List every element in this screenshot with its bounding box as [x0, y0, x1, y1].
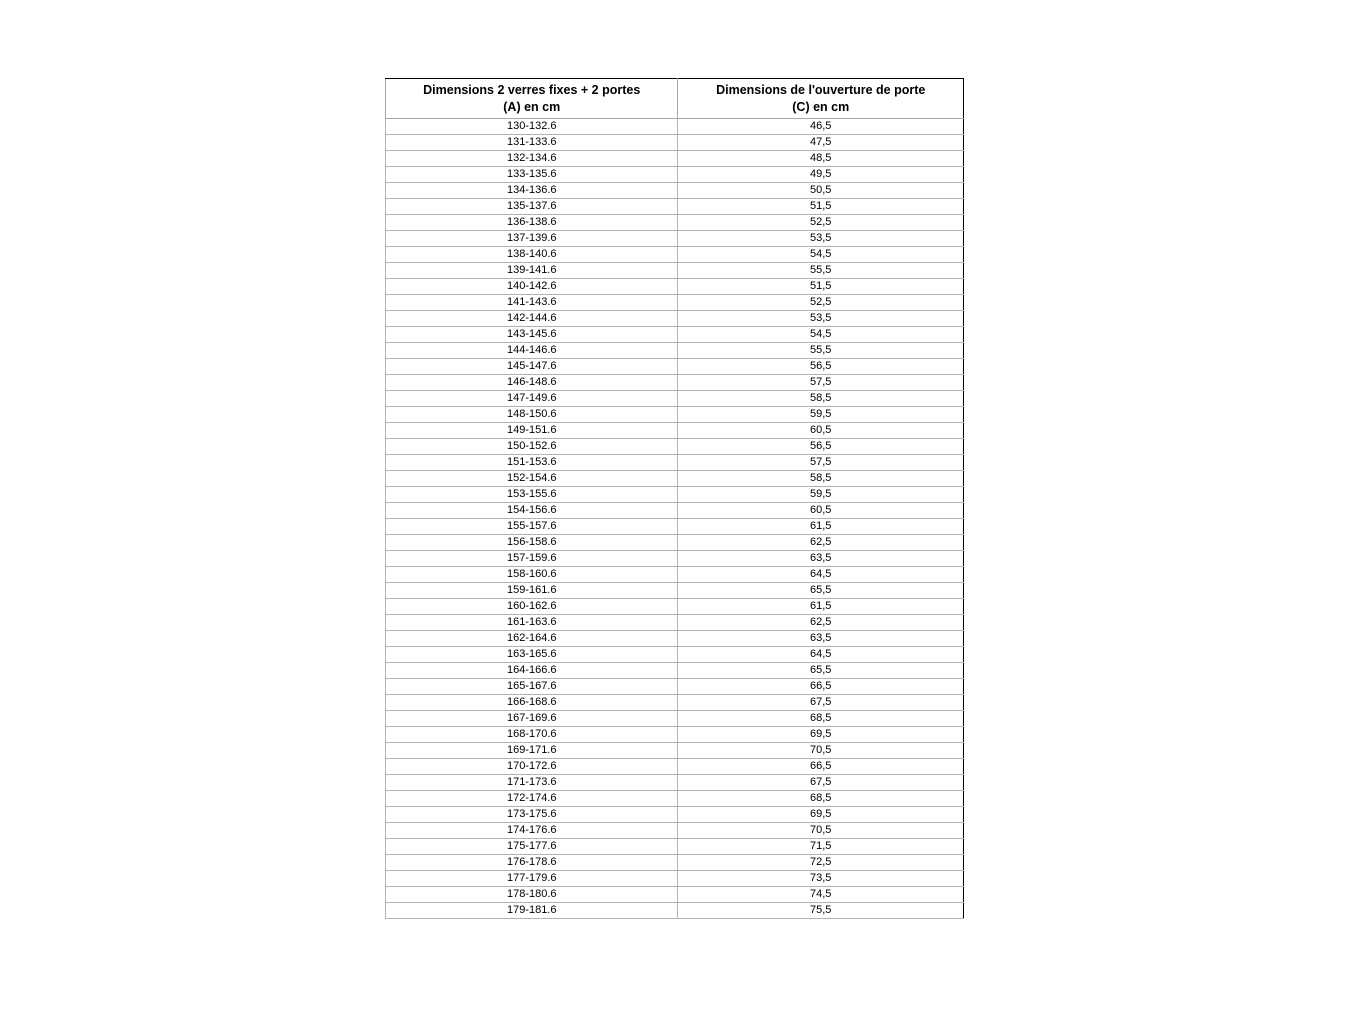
- table-cell: 49,5: [678, 167, 964, 183]
- table-cell: 147-149.6: [386, 391, 678, 407]
- header-row: [386, 79, 964, 119]
- table-cell: 153-155.6: [386, 487, 678, 503]
- table-row: [386, 119, 964, 135]
- table-cell: 154-156.6: [386, 503, 678, 519]
- table-cell: 74,5: [678, 887, 964, 903]
- table-row: [386, 295, 964, 311]
- table-row: [386, 167, 964, 183]
- table-row: [386, 839, 964, 855]
- table-cell: 150-152.6: [386, 439, 678, 455]
- table-cell: 172-174.6: [386, 791, 678, 807]
- table-cell: 134-136.6: [386, 183, 678, 199]
- table-cell: 168-170.6: [386, 727, 678, 743]
- table-cell: 72,5: [678, 855, 964, 871]
- table-cell: 178-180.6: [386, 887, 678, 903]
- table-row: [386, 871, 964, 887]
- table-cell: 140-142.6: [386, 279, 678, 295]
- table-row: [386, 535, 964, 551]
- table-row: [386, 647, 964, 663]
- table-cell: 60,5: [678, 423, 964, 439]
- table-cell: 131-133.6: [386, 135, 678, 151]
- table-cell: 56,5: [678, 359, 964, 375]
- dimensions-table: [385, 78, 964, 919]
- table-row: [386, 391, 964, 407]
- table-cell: 53,5: [678, 231, 964, 247]
- table-cell: 71,5: [678, 839, 964, 855]
- table-cell: 53,5: [678, 311, 964, 327]
- table-cell: 130-132.6: [386, 119, 678, 135]
- table-cell: 61,5: [678, 519, 964, 535]
- table-cell: 149-151.6: [386, 423, 678, 439]
- table-cell: 66,5: [678, 759, 964, 775]
- table-cell: 176-178.6: [386, 855, 678, 871]
- table-cell: 135-137.6: [386, 199, 678, 215]
- table-cell: 143-145.6: [386, 327, 678, 343]
- table-row: [386, 135, 964, 151]
- table-cell: 63,5: [678, 631, 964, 647]
- table-row: [386, 823, 964, 839]
- table-row: [386, 343, 964, 359]
- table-row: [386, 759, 964, 775]
- table-cell: 47,5: [678, 135, 964, 151]
- table-cell: 55,5: [678, 263, 964, 279]
- table-cell: 139-141.6: [386, 263, 678, 279]
- table-cell: 50,5: [678, 183, 964, 199]
- table-row: [386, 503, 964, 519]
- table-cell: 52,5: [678, 295, 964, 311]
- table-row: [386, 551, 964, 567]
- table-row: [386, 807, 964, 823]
- table-cell: 166-168.6: [386, 695, 678, 711]
- table-cell: 132-134.6: [386, 151, 678, 167]
- table-row: [386, 183, 964, 199]
- table-cell: 52,5: [678, 215, 964, 231]
- table-row: [386, 407, 964, 423]
- table-cell: 133-135.6: [386, 167, 678, 183]
- table-cell: 69,5: [678, 807, 964, 823]
- table-cell: 148-150.6: [386, 407, 678, 423]
- col-header-opening-c-line2: (C) en cm: [792, 99, 850, 114]
- table-row: [386, 311, 964, 327]
- table-row: [386, 359, 964, 375]
- table-cell: 138-140.6: [386, 247, 678, 263]
- table-cell: 170-172.6: [386, 759, 678, 775]
- table-cell: 60,5: [678, 503, 964, 519]
- table-row: [386, 375, 964, 391]
- table-row: [386, 423, 964, 439]
- table-cell: 75,5: [678, 903, 964, 919]
- table-cell: 161-163.6: [386, 615, 678, 631]
- table-cell: 62,5: [678, 535, 964, 551]
- table-cell: 61,5: [678, 599, 964, 615]
- table-cell: 175-177.6: [386, 839, 678, 855]
- table-row: [386, 743, 964, 759]
- table-cell: 155-157.6: [386, 519, 678, 535]
- table-row: [386, 855, 964, 871]
- table-cell: 167-169.6: [386, 711, 678, 727]
- table-cell: 58,5: [678, 391, 964, 407]
- table-row: [386, 663, 964, 679]
- table-cell: 160-162.6: [386, 599, 678, 615]
- table-cell: 69,5: [678, 727, 964, 743]
- table-cell: 48,5: [678, 151, 964, 167]
- table-cell: 68,5: [678, 791, 964, 807]
- table-cell: 136-138.6: [386, 215, 678, 231]
- table-row: [386, 151, 964, 167]
- table-cell: 68,5: [678, 711, 964, 727]
- table-cell: 55,5: [678, 343, 964, 359]
- table-cell: 137-139.6: [386, 231, 678, 247]
- table-row: [386, 679, 964, 695]
- table-cell: 163-165.6: [386, 647, 678, 663]
- table-cell: 46,5: [678, 119, 964, 135]
- table-cell: 54,5: [678, 247, 964, 263]
- table-row: [386, 791, 964, 807]
- table-row: [386, 583, 964, 599]
- table-cell: 151-153.6: [386, 455, 678, 471]
- table-cell: 67,5: [678, 775, 964, 791]
- table-cell: 65,5: [678, 663, 964, 679]
- table-cell: 159-161.6: [386, 583, 678, 599]
- table-row: [386, 695, 964, 711]
- table-cell: 64,5: [678, 567, 964, 583]
- table-row: [386, 615, 964, 631]
- table-cell: 67,5: [678, 695, 964, 711]
- table-cell: 144-146.6: [386, 343, 678, 359]
- table-row: [386, 439, 964, 455]
- table-cell: 70,5: [678, 823, 964, 839]
- table-row: [386, 887, 964, 903]
- table-cell: 63,5: [678, 551, 964, 567]
- table-row: [386, 263, 964, 279]
- table-cell: 58,5: [678, 471, 964, 487]
- table-cell: 59,5: [678, 407, 964, 423]
- table-cell: 146-148.6: [386, 375, 678, 391]
- table-cell: 156-158.6: [386, 535, 678, 551]
- table-cell: 152-154.6: [386, 471, 678, 487]
- table-cell: 171-173.6: [386, 775, 678, 791]
- table-row: [386, 487, 964, 503]
- col-header-dimensions-a: [386, 79, 678, 119]
- table-cell: 145-147.6: [386, 359, 678, 375]
- table-header: [386, 79, 964, 119]
- table-cell: 51,5: [678, 199, 964, 215]
- table-row: [386, 903, 964, 919]
- col-header-dimensions-a-line1: Dimensions 2 verres fixes + 2 portes: [423, 83, 641, 98]
- table-row: [386, 455, 964, 471]
- table-cell: 162-164.6: [386, 631, 678, 647]
- table-cell: 173-175.6: [386, 807, 678, 823]
- col-header-opening-c: [678, 79, 964, 119]
- table-cell: 62,5: [678, 615, 964, 631]
- table-row: [386, 471, 964, 487]
- table-cell: 164-166.6: [386, 663, 678, 679]
- table-row: [386, 727, 964, 743]
- table-cell: 64,5: [678, 647, 964, 663]
- table-cell: 66,5: [678, 679, 964, 695]
- table-cell: 174-176.6: [386, 823, 678, 839]
- table-cell: 179-181.6: [386, 903, 678, 919]
- col-header-opening-c-line1: Dimensions de l'ouverture de porte: [716, 83, 926, 98]
- dimensions-table-container: [385, 78, 964, 919]
- table-row: [386, 215, 964, 231]
- table-row: [386, 199, 964, 215]
- table-row: [386, 519, 964, 535]
- table-row: [386, 775, 964, 791]
- table-cell: 177-179.6: [386, 871, 678, 887]
- table-row: [386, 247, 964, 263]
- table-row: [386, 567, 964, 583]
- table-row: [386, 231, 964, 247]
- col-header-dimensions-a-line2: (A) en cm: [503, 99, 561, 114]
- table-cell: 54,5: [678, 327, 964, 343]
- table-cell: 165-167.6: [386, 679, 678, 695]
- table-cell: 142-144.6: [386, 311, 678, 327]
- table-cell: 73,5: [678, 871, 964, 887]
- table-cell: 65,5: [678, 583, 964, 599]
- table-row: [386, 711, 964, 727]
- table-row: [386, 327, 964, 343]
- table-cell: 57,5: [678, 375, 964, 391]
- table-cell: 51,5: [678, 279, 964, 295]
- table-body: [386, 119, 964, 919]
- table-cell: 141-143.6: [386, 295, 678, 311]
- table-cell: 169-171.6: [386, 743, 678, 759]
- table-row: [386, 279, 964, 295]
- table-cell: 59,5: [678, 487, 964, 503]
- table-row: [386, 599, 964, 615]
- table-cell: 157-159.6: [386, 551, 678, 567]
- table-cell: 56,5: [678, 439, 964, 455]
- table-row: [386, 631, 964, 647]
- table-cell: 158-160.6: [386, 567, 678, 583]
- table-cell: 57,5: [678, 455, 964, 471]
- table-cell: 70,5: [678, 743, 964, 759]
